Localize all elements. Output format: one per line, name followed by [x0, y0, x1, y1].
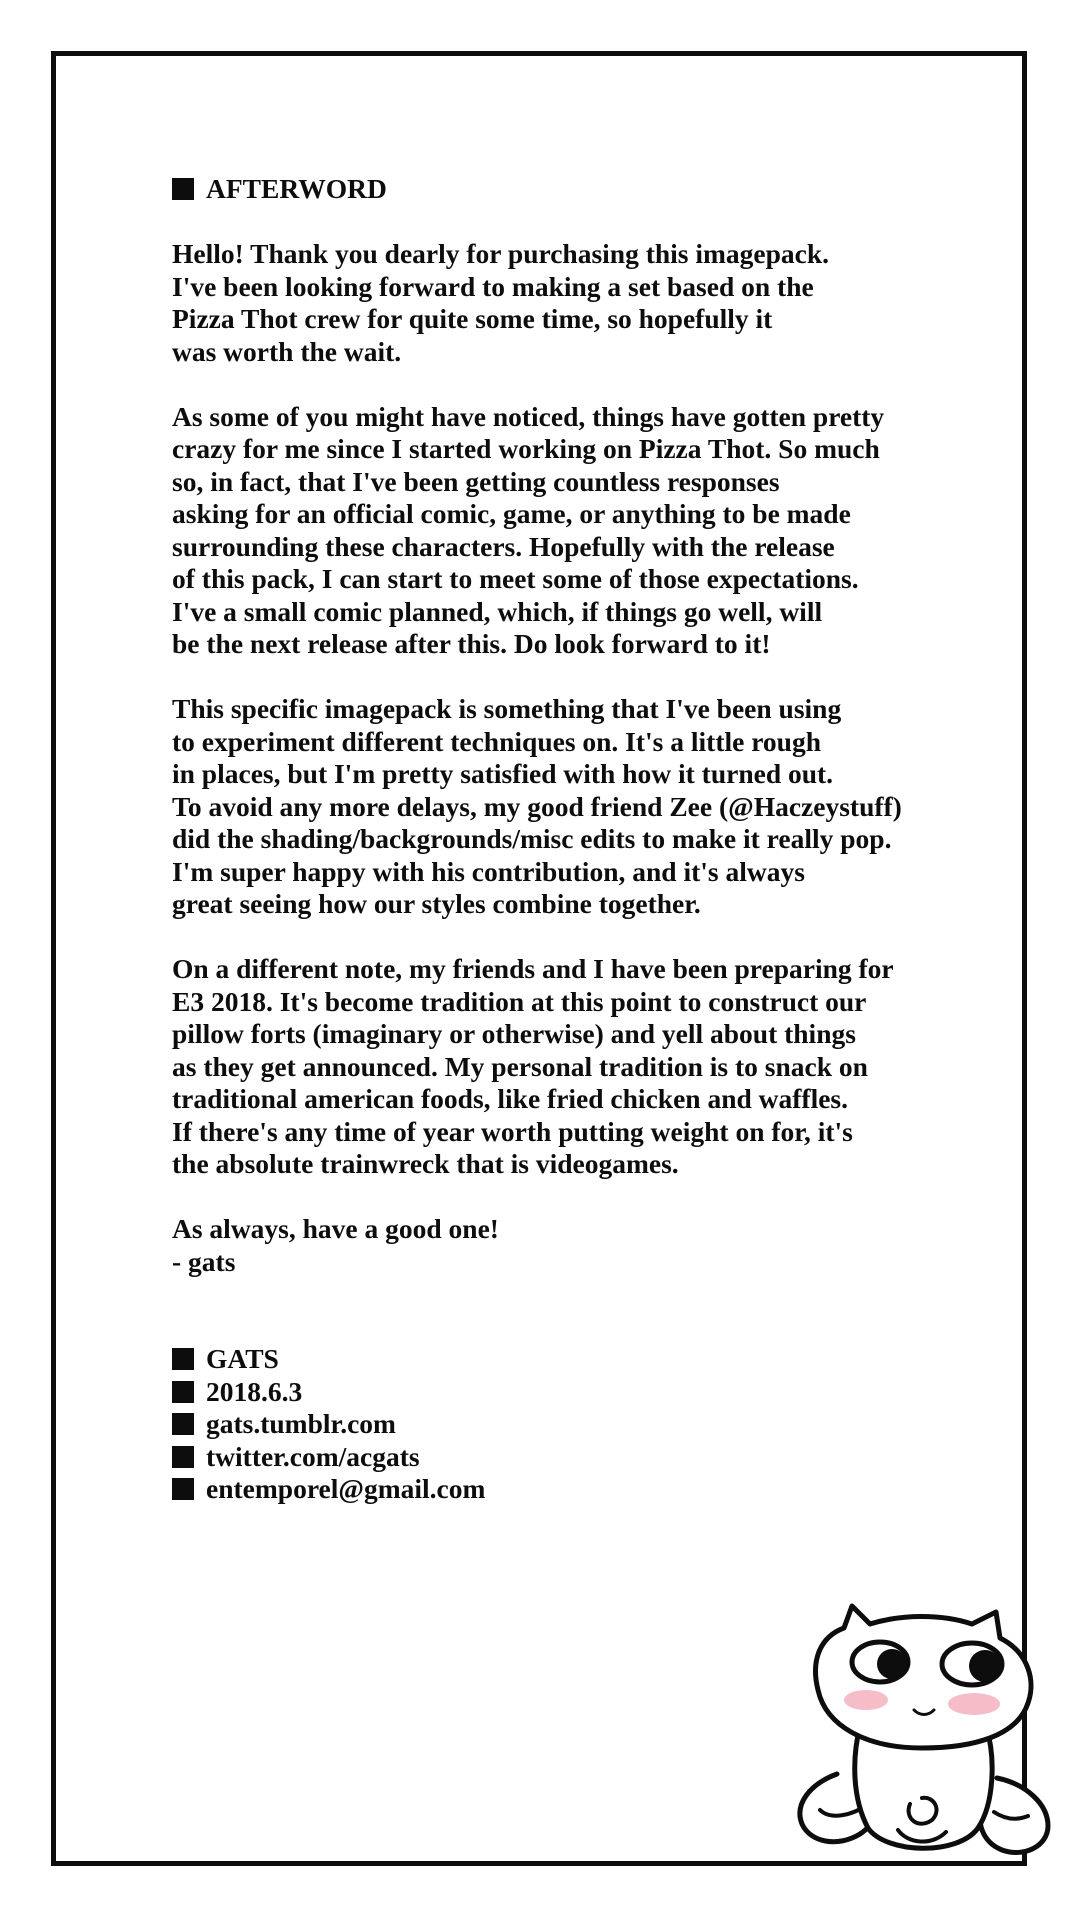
info-item-tumblr	[172, 1408, 972, 1441]
text-line: was worth the wait.	[172, 335, 402, 367]
text-line: On a different note, my friends and I have been preparing for	[172, 953, 894, 984]
square-bullet-icon	[172, 1446, 194, 1468]
text-line: great seeing how our styles combine together.	[172, 888, 701, 919]
text-line: I'm super happy with his contribution, and it's always	[172, 855, 805, 887]
square-bullet-icon	[172, 1478, 194, 1500]
text-line: E3 2018. It's become tradition at this point to construct our	[172, 985, 867, 1017]
text-line: I've been looking forward to making a set based on the	[172, 270, 814, 302]
tumblr-link: gats.tumblr.com	[206, 1408, 396, 1439]
text-line: I've a small comic planned, which, if things go well, will	[172, 595, 823, 627]
author-name: GATS	[206, 1343, 279, 1374]
text-line: pillow forts (imaginary or otherwise) and yell about things	[172, 1018, 856, 1049]
text-line: Hello! Thank you dearly for purchasing this imagepack.	[172, 238, 830, 269]
info-item-twitter	[172, 1441, 972, 1474]
text-line: Pizza Thot crew for quite some time, so hopefully it	[172, 303, 773, 334]
text-line: If there's any time of year worth putting weight on for, it's	[172, 1115, 853, 1147]
text-line: the absolute trainwreck that is videogames.	[172, 1148, 679, 1179]
paragraph-credits	[172, 693, 972, 921]
signature: - gats	[172, 1245, 236, 1277]
text-line: as they get announced. My personal tradition is to snack on	[172, 1050, 868, 1082]
section-heading	[172, 173, 972, 206]
info-item-author	[172, 1343, 972, 1376]
paragraph-signoff	[172, 1213, 972, 1278]
author-info-list	[172, 1343, 972, 1506]
text-line: As some of you might have noticed, things have gotten pretty	[172, 400, 885, 432]
twitter-link: twitter.com/acgats	[206, 1440, 420, 1472]
paragraph-news	[172, 401, 972, 661]
square-bullet-icon	[172, 1413, 194, 1435]
heading-text: AFTERWORD	[206, 173, 387, 204]
text-line: To avoid any more delays, my good friend Zee (@Haczeystuff)	[172, 790, 902, 822]
text-line: This specific imagepack is something that I've been using	[172, 693, 842, 724]
text-line: to experiment different techniques on. It's a little rough	[172, 725, 822, 757]
text-line: traditional american foods, like fried chicken and waffles.	[172, 1083, 849, 1114]
info-item-email	[172, 1473, 972, 1506]
info-item-date	[172, 1376, 972, 1409]
text-line: did the shading/backgrounds/misc edits to make it really pop.	[172, 823, 892, 854]
paragraph-e3	[172, 953, 972, 1181]
text-line: asking for an official comic, game, or anything to be made	[172, 498, 851, 529]
paragraph-intro	[172, 238, 972, 368]
email-address: entemporel@gmail.com	[206, 1473, 486, 1504]
cat-mascot-illustration	[782, 1598, 1062, 1870]
afterword-text	[172, 173, 972, 1506]
text-line: of this pack, I can start to meet some of those expectations.	[172, 563, 859, 594]
text-line: surrounding these characters. Hopefully with the release	[172, 530, 835, 562]
text-line: As always, have a good one!	[172, 1213, 499, 1244]
square-bullet-icon	[172, 1348, 194, 1370]
text-line: be the next release after this. Do look forward to it!	[172, 628, 771, 659]
square-bullet-icon	[172, 178, 194, 200]
release-date: 2018.6.3	[206, 1375, 303, 1407]
text-line: in places, but I'm pretty satisfied with how it turned out.	[172, 758, 834, 789]
text-line: so, in fact, that I've been getting countless responses	[172, 465, 780, 497]
text-line: crazy for me since I started working on Pizza Thot. So much	[172, 433, 880, 464]
square-bullet-icon	[172, 1381, 194, 1403]
